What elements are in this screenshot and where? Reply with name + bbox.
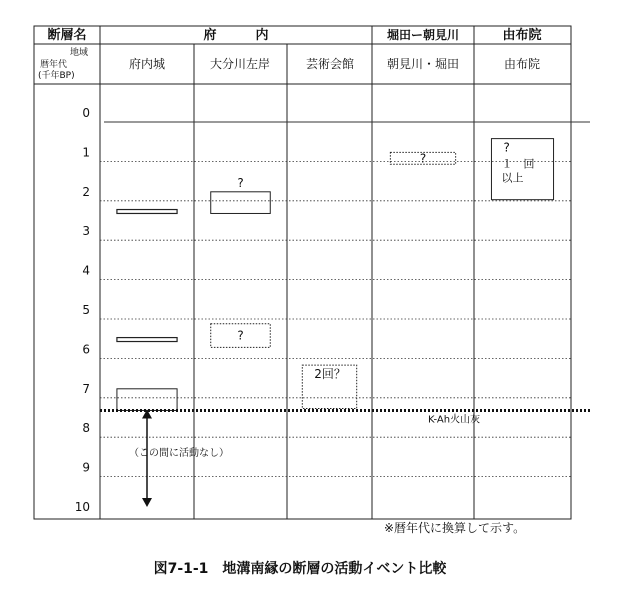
event-label: ? xyxy=(503,140,510,155)
site-label-arts-hall: 芸術会館 xyxy=(305,57,355,71)
event-label: ? xyxy=(237,175,244,190)
group-label-horita-asami: 堀田ー朝見川 xyxy=(386,28,460,42)
site-label-funai-castle: 府内城 xyxy=(128,57,166,71)
table-frame xyxy=(34,26,571,519)
fault-name-label: 断層名 xyxy=(47,28,87,43)
age-tick-label: 0 xyxy=(82,106,90,120)
site-label-oita-river-left-bank: 大分川左岸 xyxy=(209,57,271,71)
age-tick-labels xyxy=(75,106,90,514)
event-label: ? xyxy=(419,151,427,166)
calendar-age-label: 暦年代 xyxy=(40,60,68,70)
age-tick-label: 3 xyxy=(82,224,90,239)
age-tick-label: 4 xyxy=(82,263,90,278)
event-label-line: １ 回 xyxy=(501,157,535,171)
age-tick-label: 5 xyxy=(82,303,90,317)
age-tick-label: 2 xyxy=(82,184,90,199)
no-activity-interval xyxy=(129,409,229,507)
age-tick-label: 9 xyxy=(82,460,90,475)
age-tick-label: 1 xyxy=(82,145,90,160)
no-activity-arrow-head-down xyxy=(142,498,152,507)
ash-layer xyxy=(100,410,590,425)
event-box xyxy=(117,389,177,411)
figure-caption: 図7-1-1 地溝南縁の断層の活動イベント比較 xyxy=(153,561,447,577)
site-label-yufuin: 由布院 xyxy=(503,57,541,71)
site-label-asami-horita: 朝見川・堀田 xyxy=(386,57,460,71)
event-marks xyxy=(117,139,554,411)
event-label: 2回？ xyxy=(314,367,346,382)
event-label-line: 以上 xyxy=(501,171,524,185)
age-tick-label: 6 xyxy=(82,342,90,357)
group-label-funai: 府 内 xyxy=(203,28,269,43)
age-tick-label: 7 xyxy=(82,381,90,396)
unit-label: (千年BP) xyxy=(38,71,75,81)
age-tick-label: 8 xyxy=(82,421,90,436)
ash-layer-label: K-Ah火山灰 xyxy=(428,414,481,426)
event-box xyxy=(117,210,177,214)
age-tick-label: 10 xyxy=(74,500,90,514)
conversion-note: ※暦年代に換算して示す。 xyxy=(384,521,526,535)
region-label: 地域 xyxy=(69,48,88,58)
no-activity-label: （この間に活動なし） xyxy=(129,447,229,459)
event-box xyxy=(117,338,177,342)
event-box xyxy=(211,192,271,214)
event-label: ? xyxy=(237,328,244,343)
group-label-yufuin: 由布院 xyxy=(502,28,542,43)
